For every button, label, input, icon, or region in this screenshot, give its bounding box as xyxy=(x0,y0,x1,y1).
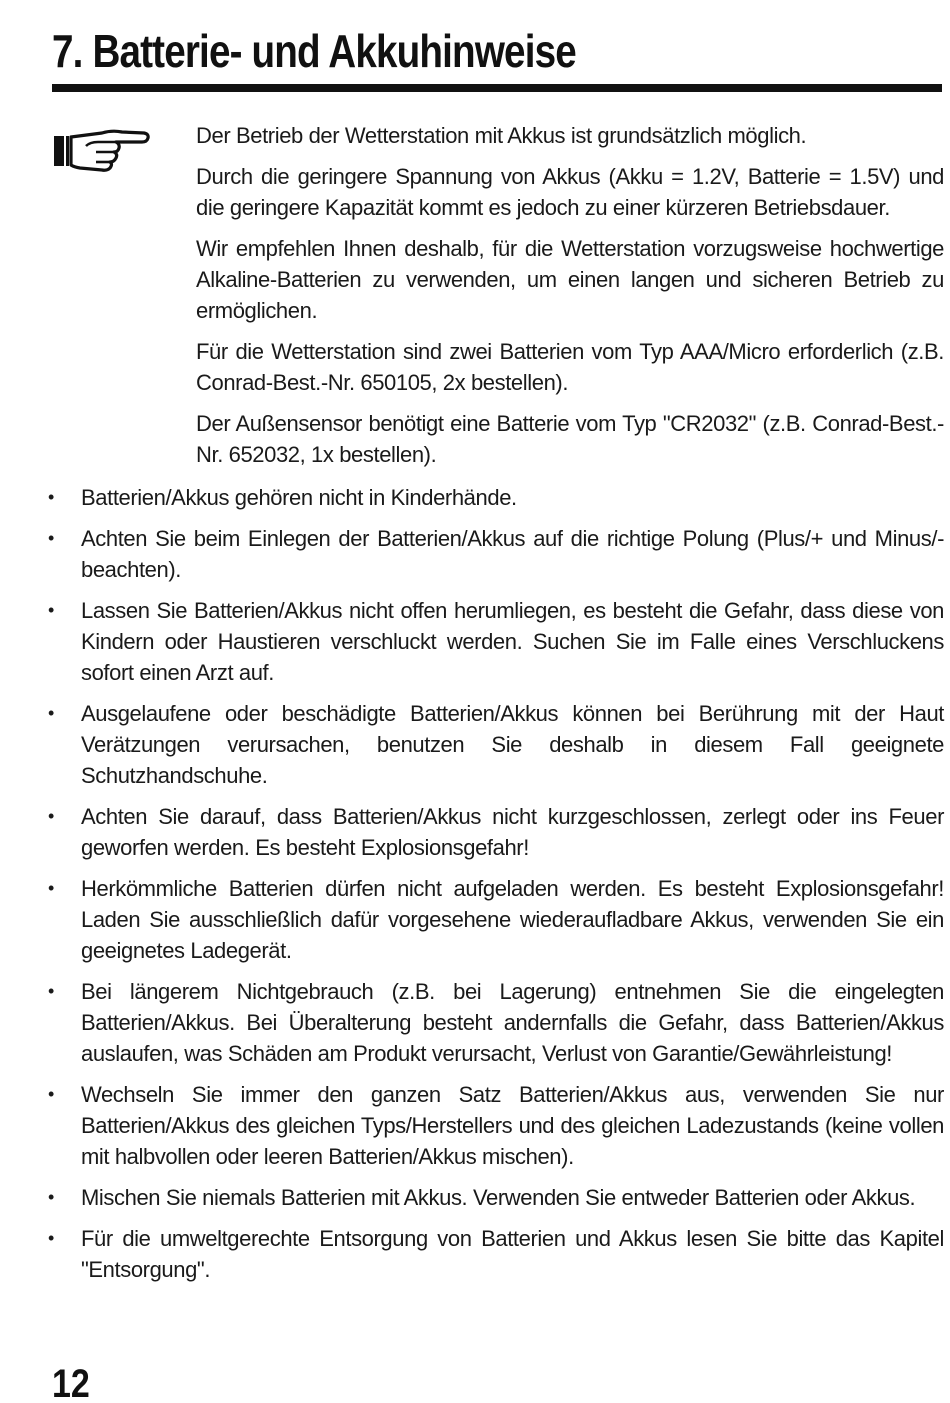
list-item xyxy=(48,1182,944,1213)
bullet-text: Lassen Sie Batterien/Akkus nicht offen herumliegen, es besteht die Gefahr, dass diese von Kindern oder Haustieren verschluckt werden. Suchen Sie im Falle eines Verschluckens sofort einen Arzt auf. xyxy=(81,598,944,685)
bullet-marker: • xyxy=(48,487,54,507)
pointing-hand-icon xyxy=(52,124,152,176)
safety-bullet-list xyxy=(48,482,944,1295)
bullet-text: Wechseln Sie immer den ganzen Satz Batterien/Akkus aus, verwenden Sie nur Batterien/Akkus des gleichen Typs/Herstellers und des gleichen Ladezustands (keine vollen mit halbvollen oder leeren Batterien/Akkus mischen). xyxy=(81,1082,944,1169)
bullet-marker: • xyxy=(48,806,54,826)
list-item xyxy=(48,1079,944,1172)
list-item xyxy=(48,801,944,863)
battery-note-block xyxy=(196,120,944,480)
note-paragraph: Durch die geringere Spannung von Akkus (Akku = 1.2V, Batterie = 1.5V) und die geringere Kapazität kommt es jedoch zu einer kürzeren Betriebsdauer. xyxy=(196,164,944,220)
bullet-text: Batterien/Akkus gehören nicht in Kinderhände. xyxy=(81,485,517,510)
bullet-text: Achten Sie darauf, dass Batterien/Akkus nicht kurzgeschlossen, zerlegt oder ins Feuer geworfen werden. Es besteht Explosionsgefahr! xyxy=(81,804,944,860)
bullet-marker: • xyxy=(48,981,54,1001)
list-item xyxy=(48,595,944,688)
list-item xyxy=(48,976,944,1069)
note-paragraph: Für die Wetterstation sind zwei Batterien vom Typ AAA/Micro erforderlich (z.B. Conrad-Best.-Nr. 650105, 2x bestellen). xyxy=(196,339,944,395)
list-item xyxy=(48,1223,944,1285)
page-number: 12 xyxy=(52,1362,90,1403)
note-paragraph: Wir empfehlen Ihnen deshalb, für die Wetterstation vorzugsweise hochwertige Alkaline-Batterien zu verwenden, um einen langen und sicheren Betrieb zu ermöglichen. xyxy=(196,236,944,323)
page-title: 7. Batterie- und Akkuhinweise xyxy=(52,25,576,77)
list-item xyxy=(48,482,944,513)
bullet-marker: • xyxy=(48,1187,54,1207)
bullet-text: Herkömmliche Batterien dürfen nicht aufgeladen werden. Es besteht Explosionsgefahr! Laden Sie ausschließlich dafür vorgesehene wiederaufladbare Akkus, verwenden Sie ein geeignetes Ladegerät. xyxy=(81,876,944,963)
bullet-text: Achten Sie beim Einlegen der Batterien/Akkus auf die richtige Polung (Plus/+ und Minus/- beachten). xyxy=(81,526,944,582)
bullet-marker: • xyxy=(48,1084,54,1104)
bullet-marker: • xyxy=(48,528,54,548)
bullet-marker: • xyxy=(48,1228,54,1248)
bullet-text: Mischen Sie niemals Batterien mit Akkus. Verwenden Sie entweder Batterien oder Akkus. xyxy=(81,1185,916,1210)
bullet-text: Bei längerem Nichtgebrauch (z.B. bei Lagerung) entnehmen Sie die eingelegten Batterien/Akkus. Bei Überalterung besteht andernfalls die Gefahr, dass Batterien/Akkus auslaufen, was Schäden am Produkt verursacht, Verlust von Garantie/Gewährleistung! xyxy=(81,979,944,1066)
bullet-marker: • xyxy=(48,878,54,898)
bullet-marker: • xyxy=(48,703,54,723)
title-rule xyxy=(52,84,942,92)
bullet-text: Für die umweltgerechte Entsorgung von Batterien und Akkus lesen Sie bitte das Kapitel "Entsorgung". xyxy=(81,1226,944,1282)
note-paragraph: Der Betrieb der Wetterstation mit Akkus ist grundsätzlich möglich. xyxy=(196,123,807,148)
bullet-marker: • xyxy=(48,600,54,620)
note-paragraph: Der Außensensor benötigt eine Batterie vom Typ "CR2032" (z.B. Conrad-Best.-Nr. 652032, 1x bestellen). xyxy=(196,411,944,467)
list-item xyxy=(48,523,944,585)
list-item xyxy=(48,873,944,966)
list-item xyxy=(48,698,944,791)
bullet-text: Ausgelaufene oder beschädigte Batterien/Akkus können bei Berührung mit der Haut Verätzungen verursachen, benutzen Sie deshalb in diesem Fall geeignete Schutzhandschuhe. xyxy=(81,701,944,788)
